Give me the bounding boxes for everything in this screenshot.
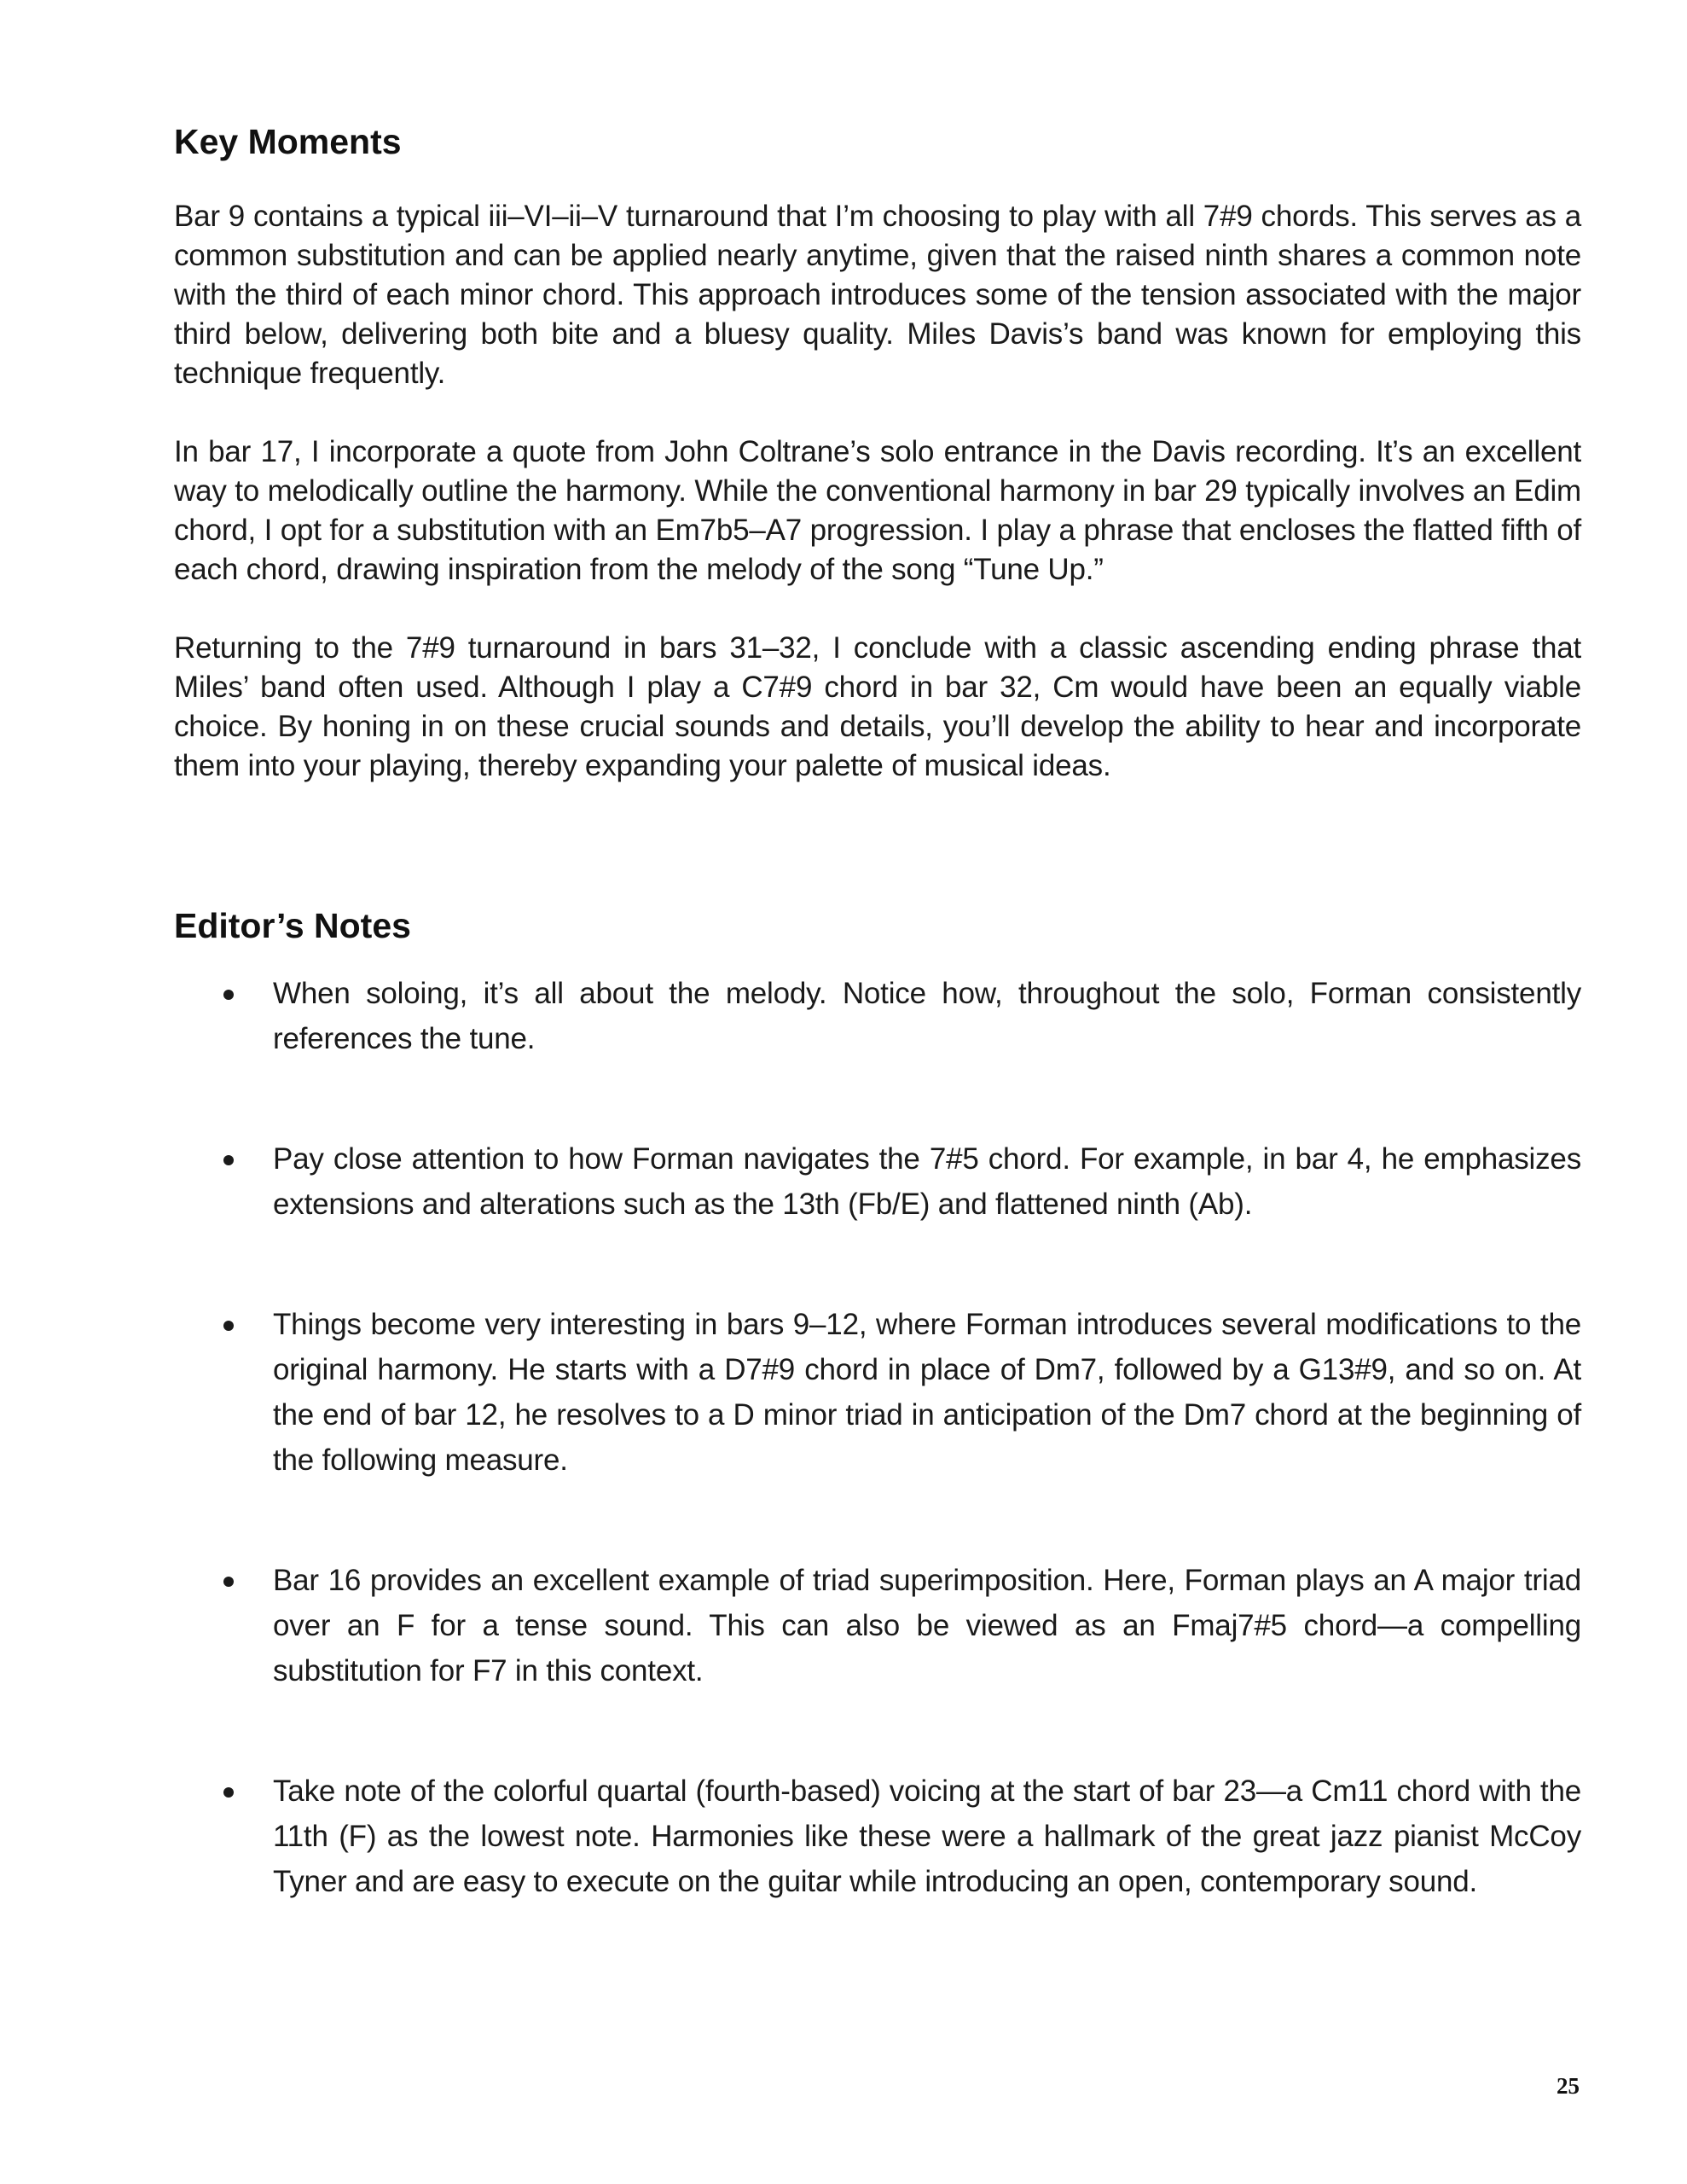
key-moments-section	[174, 121, 1581, 786]
key-moments-paragraph-3: Returning to the 7#9 turnaround in bars 31–32, I conclude with a classic ascending ending phrase that Miles’ band often used. Although I play a C7#9 chord in bar 32, Cm would have been an equally viable choice. By honing in on these crucial sounds and details, you’ll develop the ability to hear and incorporate them into your playing, thereby expanding your palette of musical ideas.	[174, 631, 1581, 783]
editors-notes-list	[174, 971, 1581, 1904]
list-item-text: When soloing, it’s all about the melody. Notice how, throughout the solo, Forman consistently references the tune.	[273, 977, 1581, 1056]
list-item-text: Things become very interesting in bars 9–12, where Forman introduces several modifications to the original harmony. He starts with a D7#9 chord in place of Dm7, followed by a G13#9, and so on. At the end of bar 12, he resolves to a D minor triad in anticipation of the Dm7 chord at the beginning of the following measure.	[273, 1308, 1581, 1478]
bullet-icon	[223, 1787, 234, 1798]
key-moments-paragraph-1: Bar 9 contains a typical iii–VI–ii–V turnaround that I’m choosing to play with all 7#9 chords. This serves as a common substitution and can be applied nearly anytime, given that the raised ninth shares a common note with the third of each minor chord. This approach introduces some of the tension associated with the major third below, delivering both bite and a bluesy quality. Miles Davis’s band was known for employing this technique frequently.	[174, 200, 1581, 391]
list-item	[174, 1769, 1581, 1904]
editors-notes-section	[174, 905, 1581, 1904]
key-moments-body	[174, 197, 1581, 786]
bullet-icon	[223, 990, 234, 1000]
key-moments-heading: Key Moments	[174, 122, 402, 161]
page-number: 25	[1557, 2073, 1580, 2099]
key-moments-paragraph-2: In bar 17, I incorporate a quote from John Coltrane’s solo entrance in the Davis recording. It’s an excellent way to melodically outline the harmony. While the conventional harmony in bar 29 typically involves an Edim chord, I opt for a substitution with an Em7b5–A7 progression. I play a phrase that encloses the flatted fifth of each chord, drawing inspiration from the melody of the song “Tune Up.”	[174, 435, 1581, 587]
list-item	[174, 971, 1581, 1061]
bullet-icon	[223, 1321, 234, 1331]
document-page	[174, 111, 1581, 1904]
bullet-icon	[223, 1577, 234, 1587]
list-item	[174, 1302, 1581, 1483]
list-item	[174, 1136, 1581, 1227]
list-item	[174, 1558, 1581, 1693]
list-item-text: Pay close attention to how Forman navigates the 7#5 chord. For example, in bar 4, he emphasizes extensions and alterations such as the 13th (Fb/E) and flattened ninth (Ab).	[273, 1142, 1581, 1222]
list-item-text: Take note of the colorful quartal (fourth-based) voicing at the start of bar 23—a Cm11 chord with the 11th (F) as the lowest note. Harmonies like these were a hallmark of the great jazz pianist McCoy Tyner and are easy to execute on the guitar while introducing an open, contemporary sound.	[273, 1774, 1581, 1899]
list-item-text: Bar 16 provides an excellent example of triad superimposition. Here, Forman plays an A major triad over an F for a tense sound. This can also be viewed as an Fmaj7#5 chord—a compelling substitution for F7 in this context.	[273, 1564, 1581, 1688]
editors-notes-heading: Editor’s Notes	[174, 906, 411, 946]
bullet-icon	[223, 1155, 234, 1165]
